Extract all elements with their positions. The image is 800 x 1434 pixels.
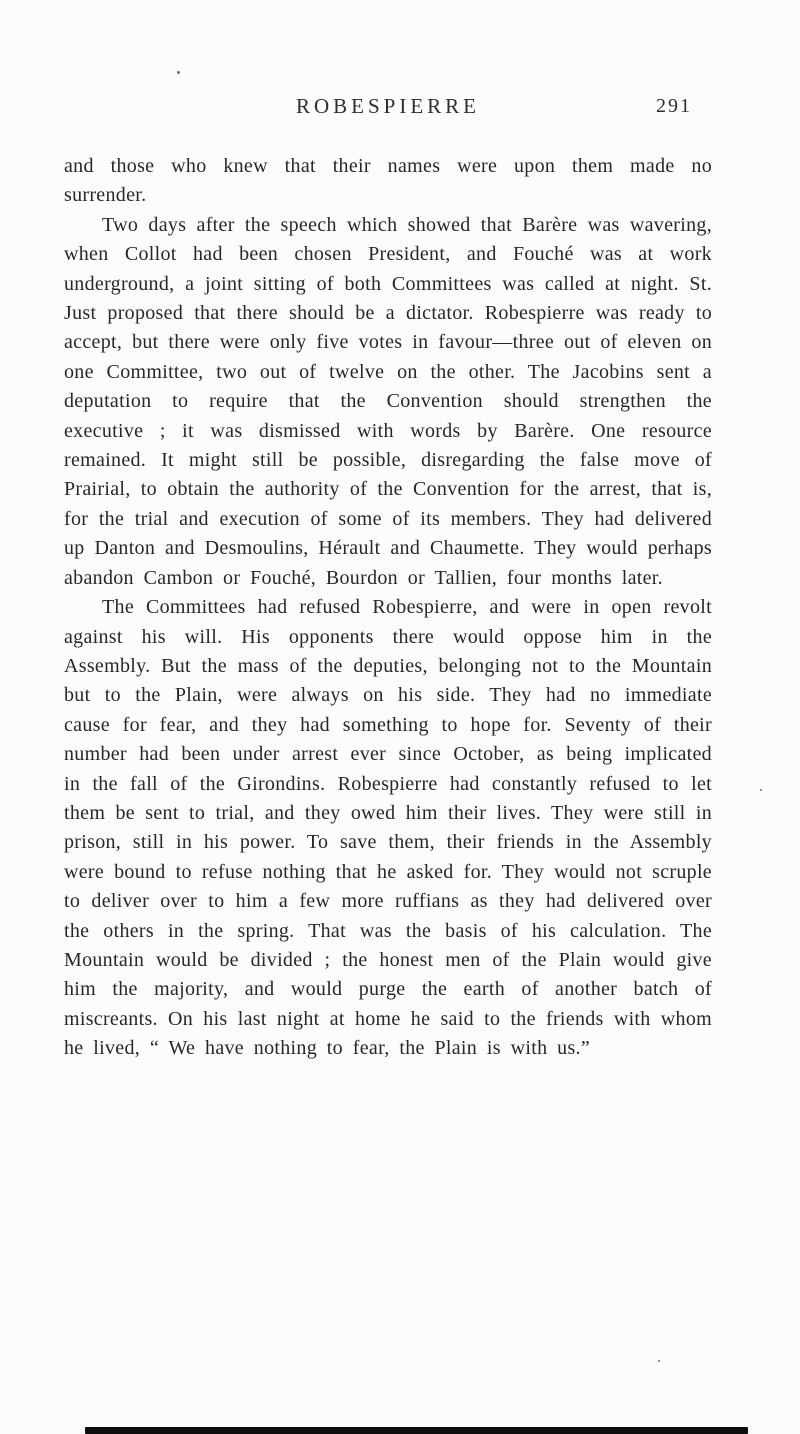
running-head: ROBESPIERRE [295,94,481,118]
page-number: 291 [656,95,692,117]
scan-speck-artifact [760,789,762,791]
scan-speck-artifact [658,1360,660,1362]
paragraph: Two days after the speech which showed that Barère was wavering, when Collot had been chosen President, and Fouché was at work underground, a joint sitting of both Committees was called at night. St. Just proposed that there should be a dictator. Robespierre was ready to accept, but there were only five votes in favour—three out of eleven on one Committee, two out of twelve on the other. The Jacobins sent a deputation to require that the Convention should strengthen the executive ; it was dismissed with words by Barère. One resource remained. It might still be possible, disregarding the false move of Prairial, to obtain the authority of the Convention for the arrest, that is, for the trial and execution of some of its members. They had delivered up Danton and Desmoulins, Hérault and Chaumette. They would perhaps abandon Cambon or Fouché, Bourdon or Tallien, four months later. [64,213,712,589]
text-block [64,94,712,1064]
scan-edge-artifact [85,1427,748,1434]
page-header [64,94,712,124]
paragraph: and those who knew that their names were upon them made no surrender. [64,155,712,207]
paragraph: The Committees had refused Robespierre, and were in open revolt against his will. His opponents there would oppose him in the Assembly. But the mass of the deputies, belonging not to the Mountain but to the Plain, were always on his side. They had no immediate cause for fear, and they had something to hope for. Seventy of their number had been under arrest ever since October, as being implicated in the fall of the Girondins. Robespierre had constantly refused to let them be sent to trial, and they owed him their lives. They were still in prison, still in his power. To save them, their friends in the Assembly were bound to refuse nothing that he asked for. They would not scruple to deliver over to him a few more ruffians as they had delivered over the others in the spring. That was the basis of his calculation. The Mountain would be divided ; the honest men of the Plain would give him the majority, and would purge the earth of another batch of miscreants. On his last night at home he said to the friends with whom he lived, “ We have nothing to fear, the Plain is with us.” [64,596,712,1060]
scan-speck-artifact [177,71,180,74]
